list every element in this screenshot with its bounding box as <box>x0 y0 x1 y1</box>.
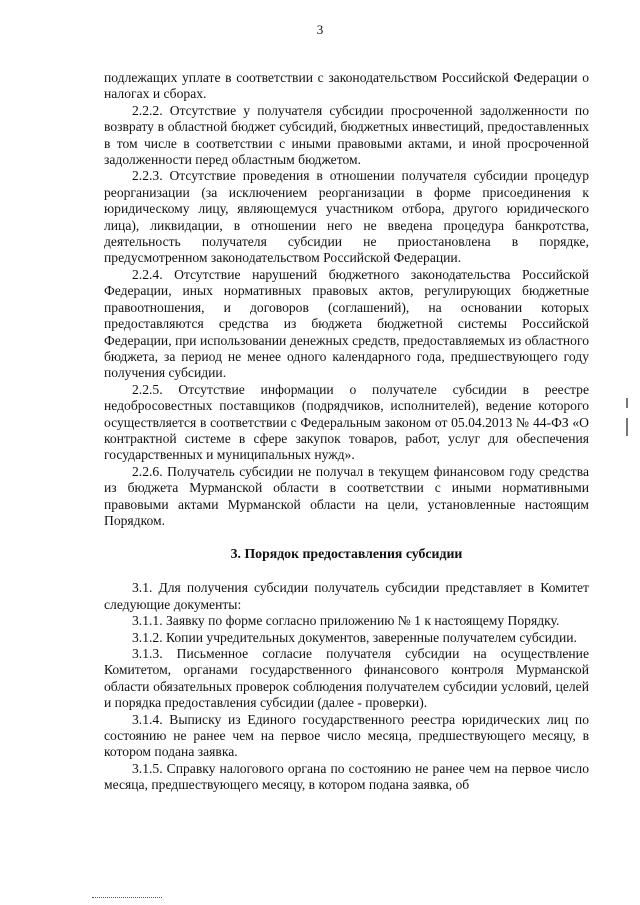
paragraph-2-2-4: 2.2.4. Отсутствие нарушений бюджетного законодательства Российской Федерации, иных нормативных правовых актов, регулирующих бюджетные правоотношения, и договоров (соглашений), на основании которых предоставляются средства из бюджета бюджетной системы Российской Федерации, при использовании денежных средств, предоставляемых из областного бюджета, за период не менее одного календарного года, предшествующего году получения субсидии. <box>104 266 589 381</box>
paragraph-2-2-6: 2.2.6. Получатель субсидии не получал в текущем финансовом году средства из бюджета Мурманской области в соответствии с иными нормативными правовыми актами Мурманской области на цели, установленные настоящим Порядком. <box>104 463 589 528</box>
paragraph-3-1-3: 3.1.3. Письменное согласие получателя субсидии на осуществление Комитетом, органами государственного финансового контроля Мурманской области обязательных проверок соблюдения получателем субсидии условий, целей и порядка предоставления субсидии (далее - проверки). <box>104 646 589 711</box>
margin-mark <box>626 418 628 436</box>
page-number: 3 <box>316 22 324 37</box>
section-heading: 3. Порядок предоставления субсидии <box>230 546 463 562</box>
paragraph-3-1-4: 3.1.4. Выписку из Единого государственного реестра юридических лиц по состоянию не ранее чем на первое число месяца, предшествующего месяцу, в котором подана заявка. <box>104 711 589 760</box>
paragraph-2-2-5: 2.2.5. Отсутствие информации о получателе субсидии в реестре недобросовестных поставщиков (подрядчиков, исполнителей), ведение которого осуществляется в соответствии с Федеральным законом от 05.04.2013 № 44-ФЗ «О контрактной системе в сфере закупок товаров, работ, услуг для обеспечения государственных и муниципальных нужд». <box>104 381 589 463</box>
paragraph-continuation: подлежащих уплате в соответствии с законодательством Российской Федерации о налогах и сборах. <box>104 70 589 102</box>
paragraph-3-1-5: 3.1.5. Справку налогового органа по состоянию не ранее чем на первое число месяца, предшествующего месяцу, в котором подана заявка, об <box>104 760 589 793</box>
margin-mark <box>626 398 628 408</box>
paragraph-3-1-2: 3.1.2. Копии учредительных документов, заверенные получателем субсидии. <box>132 629 577 645</box>
paragraph-3-1: 3.1. Для получения субсидии получатель субсидии представляет в Комитет следующие документы: <box>104 580 589 612</box>
document-body <box>104 70 589 794</box>
paragraph-2-2-2: 2.2.2. Отсутствие у получателя субсидии просроченной задолженности по возврату в областной бюджет субсидий, бюджетных инвестиций, предоставленных в том числе в соответствии с иными правовыми актами, и иной просроченной задолженности перед областным бюджетом. <box>104 102 589 168</box>
paragraph-2-2-3: 2.2.3. Отсутствие проведения в отношении получателя субсидии процедур реорганизации (за исключением реорганизации в форме присоединения к юридическому лицу, являющемуся участником отбора, другого юридического лица), ликвидации, в отношении него не введена процедура банкротства, деятельность получателя субсидии не приостановлена в порядке, предусмотренном законодательством Российской Федерации. <box>104 168 589 266</box>
footer-rule <box>92 897 162 898</box>
paragraph-3-1-1: 3.1.1. Заявку по форме согласно приложению № 1 к настоящему Порядку. <box>132 613 560 629</box>
